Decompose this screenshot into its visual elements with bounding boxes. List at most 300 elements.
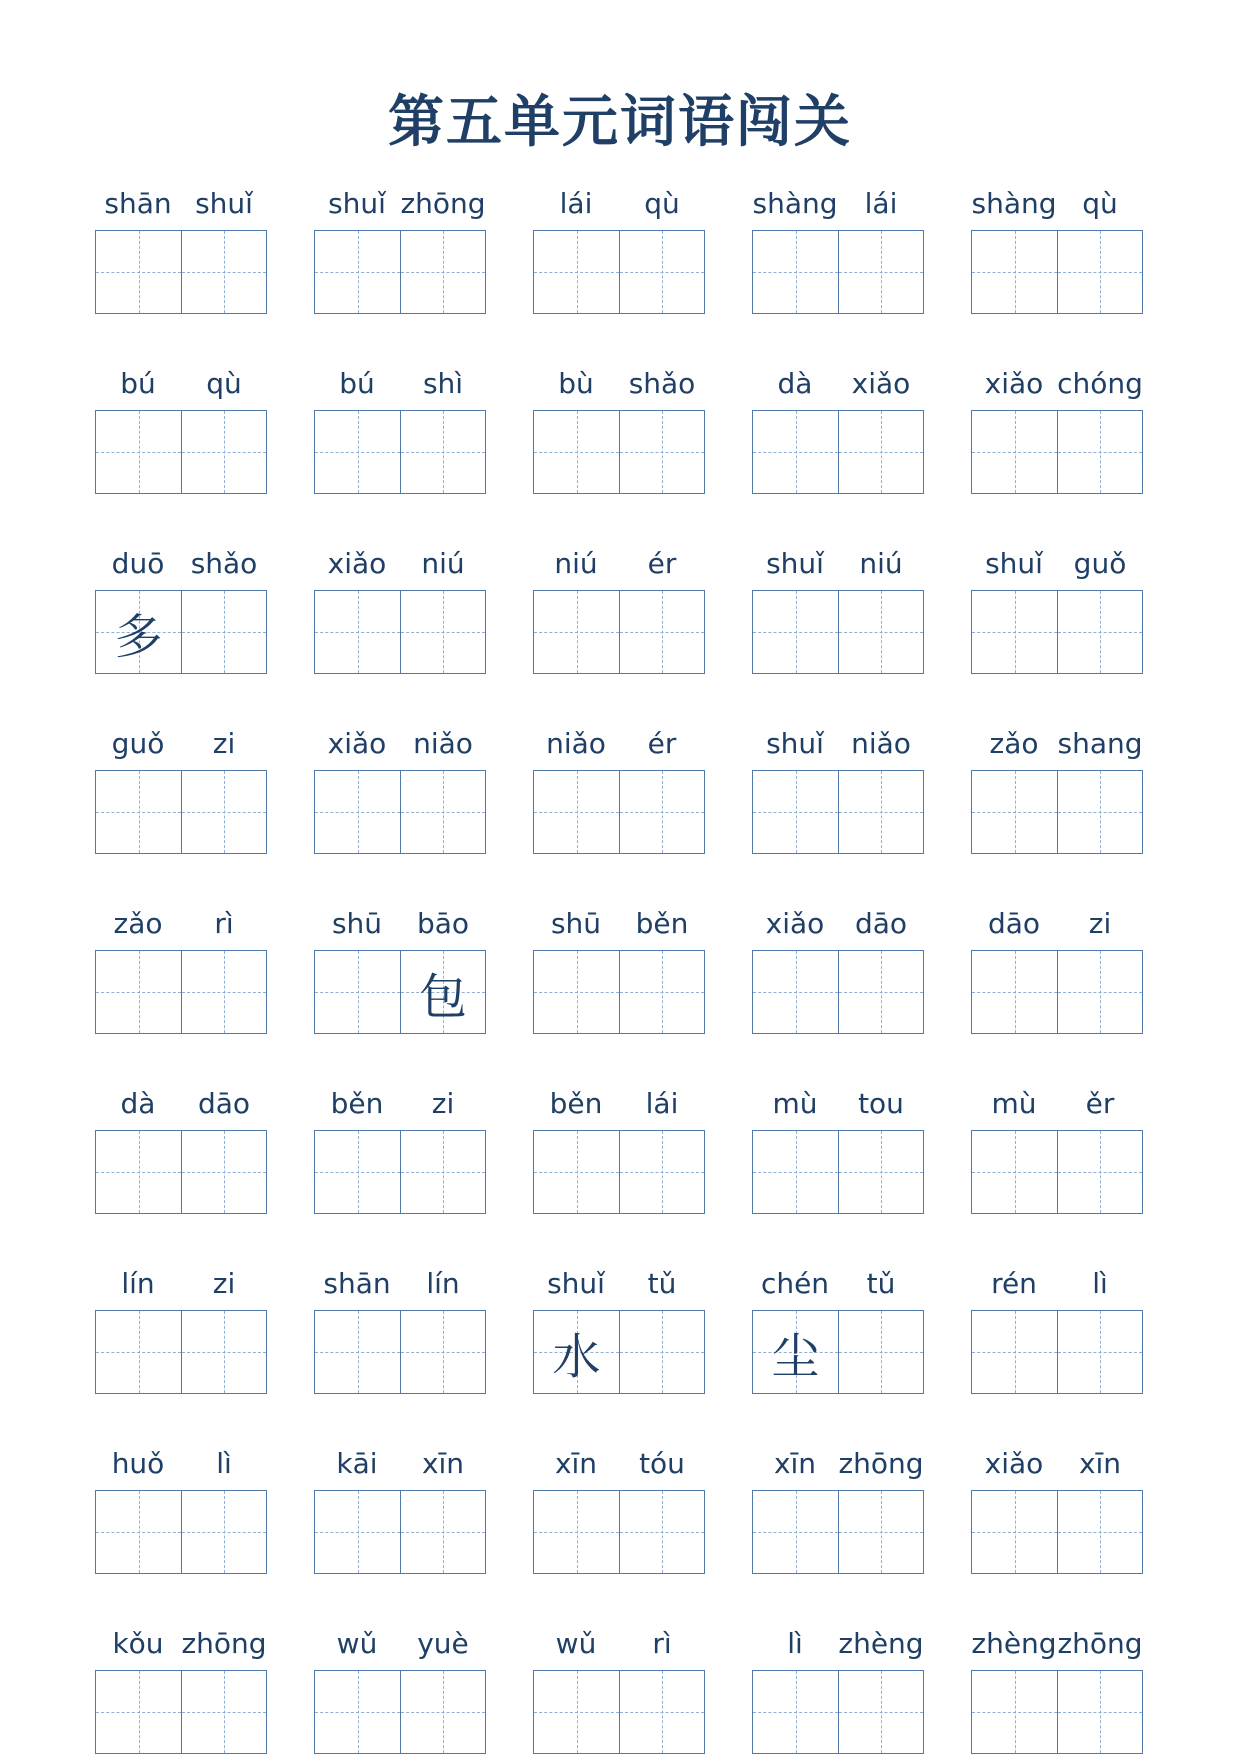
tian-zi-box-1[interactable] [96,951,181,1033]
hint-character [315,1491,400,1573]
hint-character [839,1131,923,1213]
pinyin-syllable-1: shàng [752,187,838,220]
pinyin-syllable-1: bú [120,367,156,400]
tian-zi-box-1[interactable] [753,1491,838,1573]
word-cell [752,1446,924,1554]
hint-character [753,231,838,313]
tian-zi-box-2[interactable] [838,231,923,313]
pinyin-syllable-1: shān [323,1267,391,1300]
pinyin-syllable-2: lín [426,1267,460,1300]
writing-box-pair [752,590,924,674]
hint-character [753,1131,838,1213]
writing-box-pair [95,1670,267,1754]
hint-character [534,771,619,853]
pinyin-syllable-1: shuǐ [766,727,824,760]
pinyin-syllable-2: xīn [1078,1447,1122,1480]
writing-box-pair [971,230,1143,314]
pinyin-syllable-2: lì [216,1447,232,1480]
tian-zi-box-1[interactable] [753,1131,838,1213]
pinyin-syllable-1: xīn [554,1447,598,1480]
writing-box-pair [533,1670,705,1754]
hint-character [620,591,704,673]
tian-zi-box-1[interactable] [972,231,1057,313]
tian-zi-box-2[interactable] [1057,771,1142,853]
pinyin-row [314,1086,486,1120]
pinyin-syllable-1: guǒ [111,727,165,760]
tian-zi-box-1[interactable] [96,411,181,493]
tian-zi-box-1[interactable] [753,411,838,493]
hint-character [972,1491,1057,1573]
worksheet-grid [95,186,1155,1734]
pinyin-syllable-2: ěr [1085,1087,1115,1120]
pinyin-syllable-1: zǎo [113,907,163,940]
tian-zi-box-2[interactable] [838,951,923,1033]
writing-box-pair [533,950,705,1034]
pinyin-row [971,1626,1143,1660]
pinyin-row [533,1086,705,1120]
tian-zi-box-2[interactable] [619,1671,704,1753]
tian-zi-box-1[interactable] [96,1491,181,1573]
pinyin-syllable-1: shū [331,907,383,940]
hint-character [839,951,923,1033]
pinyin-syllable-1: niú [554,547,598,580]
writing-box-pair [752,1310,924,1394]
pinyin-syllable-2: ér [647,727,677,760]
pinyin-syllable-2: bāo [416,907,470,940]
pinyin-syllable-2: dāo [197,1087,251,1120]
pinyin-syllable-2: chóng [1057,367,1143,400]
writing-box-pair [971,770,1143,854]
tian-zi-box-2[interactable] [1057,591,1142,673]
tian-zi-box-2[interactable] [181,951,266,1033]
hint-character [620,231,704,313]
word-cell [95,366,267,474]
hint-character [534,1671,619,1753]
writing-box-pair [314,1670,486,1754]
tian-zi-box-1[interactable] [972,411,1057,493]
tian-zi-box-1[interactable] [753,951,838,1033]
pinyin-syllable-2: tou [858,1087,904,1120]
pinyin-row [752,906,924,940]
word-cell [95,1626,267,1734]
page-title: 第五单元词语闯关 [388,90,852,155]
hint-character [1058,1311,1142,1393]
pinyin-row [752,726,924,760]
tian-zi-box-2[interactable] [1057,231,1142,313]
tian-zi-box-1[interactable] [753,231,838,313]
tian-zi-box-1[interactable] [972,771,1057,853]
tian-zi-box-2[interactable] [619,1311,704,1393]
tian-zi-box-1[interactable] [315,1131,400,1213]
pinyin-syllable-1: wǔ [336,1627,378,1660]
tian-zi-box-2[interactable] [1057,411,1142,493]
hint-character [182,1311,266,1393]
tian-zi-box-1[interactable] [972,1311,1057,1393]
tian-zi-box-1[interactable] [315,411,400,493]
tian-zi-box-2[interactable] [619,771,704,853]
pinyin-row [971,546,1143,580]
writing-box-pair [752,1130,924,1214]
word-cell [971,1266,1143,1374]
hint-character [96,951,181,1033]
word-cell [314,726,486,834]
tian-zi-box-2[interactable] [400,411,485,493]
tian-zi-box-2[interactable] [619,231,704,313]
pinyin-syllable-1: shū [550,907,602,940]
tian-zi-box-2[interactable] [1057,1671,1142,1753]
pinyin-syllable-2: shǎo [190,547,258,580]
pinyin-syllable-2: niǎo [413,727,473,760]
tian-zi-box-2[interactable] [838,1491,923,1573]
tian-zi-box-1[interactable] [534,771,619,853]
tian-zi-box-2[interactable] [1057,951,1142,1033]
tian-zi-box-1[interactable] [315,231,400,313]
writing-box-pair [95,590,267,674]
word-cell [971,1626,1143,1734]
pinyin-syllable-1: zǎo [989,727,1039,760]
writing-box-pair [95,770,267,854]
pinyin-row [533,1266,705,1300]
pinyin-syllable-1: shuǐ [766,547,824,580]
word-cell [95,186,267,294]
writing-box-pair [533,1490,705,1574]
tian-zi-box-1[interactable] [753,1671,838,1753]
hint-character: 尘 [771,1328,820,1385]
tian-zi-box-2[interactable] [181,231,266,313]
pinyin-row [95,186,267,220]
pinyin-row [314,366,486,400]
pinyin-row [971,1086,1143,1120]
pinyin-syllable-2: dāo [854,907,908,940]
writing-box-pair [95,230,267,314]
pinyin-syllable-2: niú [859,547,903,580]
pinyin-syllable-1: běn [549,1087,603,1120]
writing-box-pair [752,1490,924,1574]
tian-zi-box-1[interactable] [315,1671,400,1753]
word-cell [95,906,267,1014]
tian-zi-box-1[interactable] [315,771,400,853]
tian-zi-box-2[interactable] [619,411,704,493]
pinyin-row [95,1446,267,1480]
hint-character [972,1131,1057,1213]
tian-zi-box-1[interactable] [315,1311,400,1393]
hint-character: 水 [552,1328,601,1385]
pinyin-syllable-1: mù [991,1087,1037,1120]
pinyin-row [314,726,486,760]
tian-zi-box-1[interactable] [96,1131,181,1213]
pinyin-syllable-1: xiǎo [327,727,387,760]
tian-zi-box-2[interactable] [1057,1311,1142,1393]
pinyin-row [95,1086,267,1120]
pinyin-row [971,906,1143,940]
writing-box-pair [95,950,267,1034]
word-cell [533,1086,705,1194]
tian-zi-box-2[interactable] [400,1131,485,1213]
writing-box-pair [752,770,924,854]
hint-character [315,591,400,673]
pinyin-syllable-2: zi [212,727,236,760]
writing-box-pair [752,410,924,494]
tian-zi-box-2[interactable] [400,1311,485,1393]
word-cell [752,1086,924,1194]
tian-zi-box-2[interactable] [181,1671,266,1753]
writing-box-pair [971,1130,1143,1214]
hint-character [972,1671,1057,1753]
pinyin-syllable-2: zhōng [838,1447,924,1480]
hint-character [839,1491,923,1573]
hint-character [972,411,1057,493]
word-cell [314,1266,486,1374]
hint-character [96,231,181,313]
word-cell [95,726,267,834]
hint-character [972,1311,1057,1393]
hint-character [315,1671,400,1753]
pinyin-row [752,1086,924,1120]
tian-zi-box-1[interactable] [534,591,619,673]
tian-zi-box-2[interactable] [838,1311,923,1393]
word-cell [314,546,486,654]
tian-zi-box-1[interactable] [96,591,181,673]
tian-zi-box-1[interactable] [315,1491,400,1573]
word-cell [95,546,267,665]
tian-zi-box-2[interactable] [400,951,485,1033]
tian-zi-box-2[interactable] [400,1671,485,1753]
hint-character [534,231,619,313]
tian-zi-box-1[interactable] [534,411,619,493]
pinyin-syllable-2: xīn [421,1447,465,1480]
word-cell [314,186,486,294]
writing-box-pair [314,230,486,314]
hint-character [1058,1491,1142,1573]
hint-character [534,951,619,1033]
tian-zi-box-1[interactable] [972,951,1057,1033]
pinyin-row [971,1446,1143,1480]
pinyin-syllable-1: lín [121,1267,155,1300]
tian-zi-box-2[interactable] [1057,1491,1142,1573]
pinyin-syllable-2: niú [421,547,465,580]
hint-character [620,1311,704,1393]
tian-zi-box-1[interactable] [534,1671,619,1753]
pinyin-syllable-2: shì [422,367,464,400]
hint-character [972,591,1057,673]
pinyin-syllable-1: lái [559,187,593,220]
hint-character [96,1491,181,1573]
writing-box-pair [95,1310,267,1394]
hint-character [839,771,923,853]
word-cell [314,366,486,474]
tian-zi-box-1[interactable] [753,771,838,853]
hint-character [315,1131,400,1213]
pinyin-syllable-1: lì [787,1627,803,1660]
tian-zi-box-1[interactable] [315,951,400,1033]
pinyin-syllable-1: běn [330,1087,384,1120]
hint-character [401,591,485,673]
tian-zi-box-2[interactable] [619,951,704,1033]
tian-zi-box-2[interactable] [838,1671,923,1753]
tian-zi-box-1[interactable] [972,1131,1057,1213]
pinyin-row [314,906,486,940]
tian-zi-box-1[interactable] [753,1311,838,1393]
hint-character [620,411,704,493]
hint-character [1058,951,1142,1033]
hint-character [315,951,400,1033]
tian-zi-box-2[interactable] [619,591,704,673]
word-cell [533,1266,705,1385]
writing-box-pair [95,1130,267,1214]
writing-box-pair [971,1310,1143,1394]
word-cell [752,546,924,654]
word-cell [971,1086,1143,1194]
writing-box-pair [314,950,486,1034]
pinyin-syllable-2: rì [214,907,234,940]
pinyin-syllable-2: shuǐ [195,187,253,220]
writing-box-pair [971,590,1143,674]
hint-character [182,411,266,493]
pinyin-syllable-1: chén [760,1267,830,1300]
hint-character [182,231,266,313]
tian-zi-box-2[interactable] [838,771,923,853]
tian-zi-box-1[interactable] [534,951,619,1033]
writing-box-pair [752,950,924,1034]
pinyin-row [314,1266,486,1300]
word-cell [95,1266,267,1374]
tian-zi-box-2[interactable] [838,411,923,493]
word-cell [533,906,705,1014]
pinyin-syllable-2: zhōng [1057,1627,1143,1660]
writing-box-pair [533,230,705,314]
pinyin-row [752,546,924,580]
tian-zi-box-2[interactable] [181,771,266,853]
hint-character [620,1491,704,1573]
writing-box-pair [314,1130,486,1214]
pinyin-syllable-2: qù [1082,187,1118,220]
tian-zi-box-1[interactable] [534,1131,619,1213]
hint-character [753,951,838,1033]
pinyin-syllable-2: shang [1057,727,1143,760]
tian-zi-box-2[interactable] [181,411,266,493]
pinyin-row [314,186,486,220]
word-cell [533,546,705,654]
tian-zi-box-2[interactable] [619,1491,704,1573]
tian-zi-box-1[interactable] [972,1671,1057,1753]
word-cell [533,726,705,834]
writing-box-pair [752,230,924,314]
hint-character [972,771,1057,853]
writing-box-pair [314,1310,486,1394]
pinyin-row [95,726,267,760]
tian-zi-box-1[interactable] [534,1491,619,1573]
writing-box-pair [971,1670,1143,1754]
pinyin-row [314,546,486,580]
tian-zi-box-2[interactable] [838,1131,923,1213]
word-cell [533,366,705,474]
pinyin-syllable-1: shuǐ [547,1267,605,1300]
pinyin-syllable-1: xiǎo [984,1447,1044,1480]
pinyin-row [971,186,1143,220]
pinyin-syllable-2: zhōng [181,1627,267,1660]
tian-zi-box-2[interactable] [400,231,485,313]
tian-zi-box-1[interactable] [972,1491,1057,1573]
writing-box-pair [971,950,1143,1034]
tian-zi-box-1[interactable] [96,1671,181,1753]
tian-zi-box-1[interactable] [315,591,400,673]
hint-character [182,591,266,673]
tian-zi-box-2[interactable] [181,1131,266,1213]
tian-zi-box-2[interactable] [181,591,266,673]
tian-zi-box-2[interactable] [181,1311,266,1393]
hint-character [401,1671,485,1753]
tian-zi-box-2[interactable] [1057,1131,1142,1213]
pinyin-row [752,1626,924,1660]
word-cell [752,1626,924,1734]
pinyin-syllable-1: xīn [773,1447,817,1480]
hint-character [1058,771,1142,853]
tian-zi-box-1[interactable] [972,591,1057,673]
tian-zi-box-1[interactable] [534,231,619,313]
pinyin-syllable-2: qù [644,187,680,220]
hint-character [401,1311,485,1393]
hint-character [182,1491,266,1573]
writing-box-pair [533,410,705,494]
tian-zi-box-2[interactable] [400,1491,485,1573]
pinyin-row [971,366,1143,400]
word-cell [971,906,1143,1014]
pinyin-syllable-2: zhōng [400,187,486,220]
pinyin-syllable-1: shuǐ [985,547,1043,580]
pinyin-syllable-1: dāo [987,907,1041,940]
hint-character [534,411,619,493]
pinyin-syllable-1: dà [777,367,813,400]
tian-zi-box-2[interactable] [181,1491,266,1573]
tian-zi-box-1[interactable] [96,1311,181,1393]
tian-zi-box-2[interactable] [619,1131,704,1213]
tian-zi-box-1[interactable] [534,1311,619,1393]
hint-character [753,411,838,493]
hint-character [96,1311,181,1393]
word-cell [971,726,1143,834]
writing-box-pair [314,590,486,674]
hint-character [972,231,1057,313]
tian-zi-box-1[interactable] [753,591,838,673]
tian-zi-box-2[interactable] [400,771,485,853]
tian-zi-box-2[interactable] [400,591,485,673]
writing-box-pair [533,1310,705,1394]
tian-zi-box-1[interactable] [96,231,181,313]
word-cell [533,1626,705,1734]
pinyin-row [533,546,705,580]
hint-character [182,1131,266,1213]
pinyin-syllable-1: shān [104,187,172,220]
pinyin-syllable-2: lì [1092,1267,1108,1300]
pinyin-syllable-2: tǔ [647,1267,677,1300]
pinyin-syllable-2: niǎo [851,727,911,760]
pinyin-syllable-1: shuǐ [328,187,386,220]
hint-character [753,1671,838,1753]
hint-character [620,771,704,853]
tian-zi-box-2[interactable] [838,591,923,673]
hint-character [534,591,619,673]
writing-box-pair [971,410,1143,494]
pinyin-syllable-2: shǎo [628,367,696,400]
hint-character [753,591,838,673]
tian-zi-box-1[interactable] [96,771,181,853]
hint-character [1058,1671,1142,1753]
hint-character [401,1131,485,1213]
hint-character [534,1131,619,1213]
hint-character [620,1671,704,1753]
hint-character [839,591,923,673]
pinyin-syllable-2: běn [635,907,689,940]
